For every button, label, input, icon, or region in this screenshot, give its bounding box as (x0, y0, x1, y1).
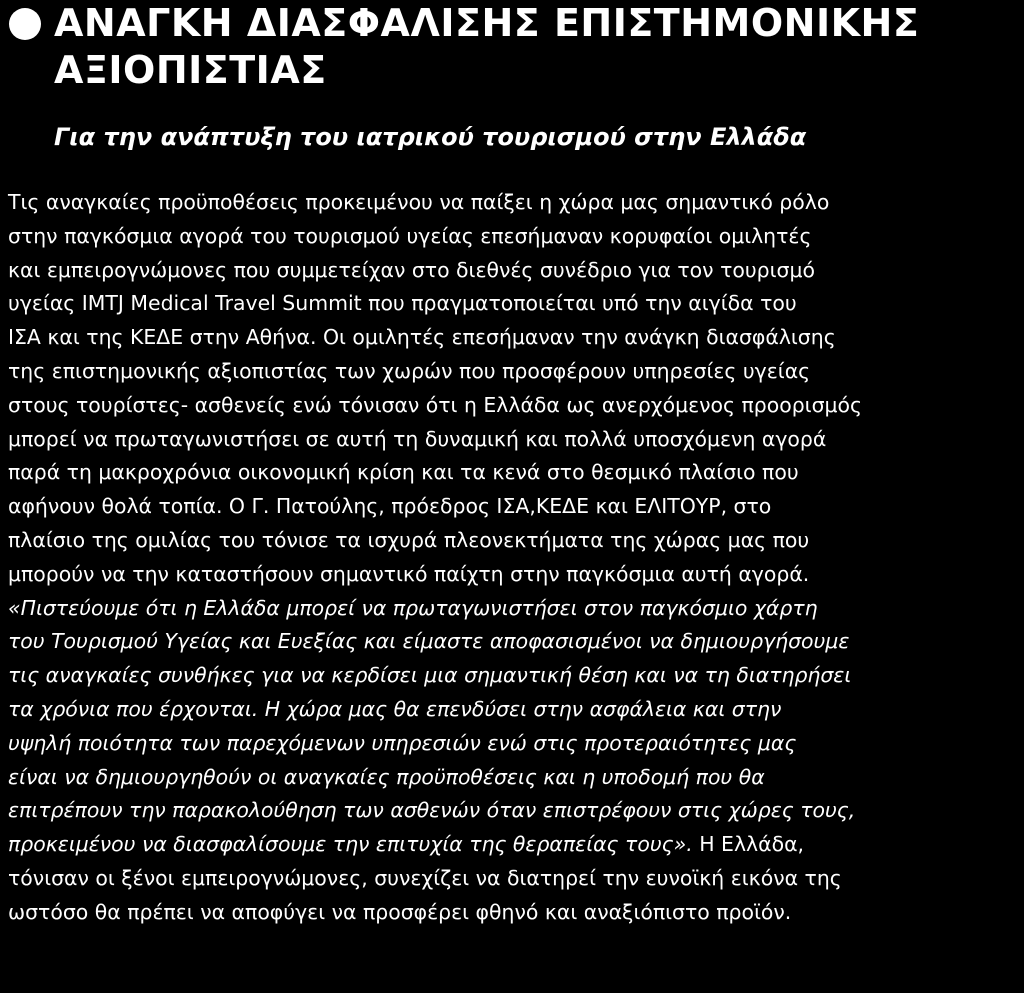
mixed-line (8, 828, 1014, 862)
body-line: Τις αναγκαίες προϋποθέσεις προκειμένου να παίξει η χώρα μας σημαντικό ρόλο (8, 190, 830, 214)
quote-line: είναι να δημιουργηθούν οι αναγκαίες προϋποθέσεις και η υποδομή που θα (8, 764, 765, 789)
body-line: μπορεί να πρωταγωνιστήσει σε αυτή τη δυναμική και πολλά υποσχόμενη αγορά (8, 426, 827, 451)
body-line: ωστόσο θα πρέπει να αποφύγει να προσφέρει φθηνό και αναξιόπιστο προϊόν. (8, 899, 792, 924)
quote-line: «Πιστεύουμε ότι η Ελλάδα μπορεί να πρωταγωνιστήσει στον παγκόσμιο χάρτη (8, 595, 818, 620)
body-line: στους τουρίστες- ασθενείς ενώ τόνισαν ότι η Ελλάδα ως ανερχόμενος προορισμός (8, 392, 862, 417)
quote-line: τις αναγκαίες συνθήκες για να κερδίσει μια σημαντική θέση και να τη διατηρήσει (8, 663, 852, 688)
body-line: στην παγκόσμια αγορά του τουρισμού υγείας επεσήμαναν κορυφαίοι ομιλητές (8, 223, 812, 248)
body-line: παρά τη μακροχρόνια οικονομική κρίση και τα κενά στο θεσμικό πλαίσιο που (8, 460, 799, 485)
body-line: μπορούν να την καταστήσουν σημαντικό παίχτη στην παγκόσμια αυτή αγορά. (8, 561, 810, 586)
body-line: ΙΣΑ και της ΚΕΔΕ στην Αθήνα. Οι ομιλητές επεσήμαναν την ανάγκη διασφάλισης (8, 325, 836, 350)
quote-line: επιτρέπουν την παρακολούθηση των ασθενών όταν επιστρέφουν στις χώρες τους, (8, 798, 856, 823)
quote-line: του Τουρισμού Υγείας και Ευεξίας και είμαστε αποφασισμένοι να δημιουργήσουμε (8, 629, 850, 654)
body-line: υγείας IMTJ Medical Travel Summit που πραγματοποιείται υπό την αιγίδα του (8, 291, 797, 316)
quote-line: υψηλή ποιότητα των παρεχόμενων υπηρεσιών ενώ στις προτεραιότητες μας (8, 730, 797, 755)
body-line: αφήνουν θολά τοπία. Ο Γ. Πατούλης, πρόεδρος ΙΣΑ,ΚΕΔΕ και ΕΛΙΤΟΥΡ, στο (8, 494, 772, 519)
body-continuation: Η Ελλάδα, (692, 832, 805, 857)
body-line: και εμπειρογνώμονες που συμμετείχαν στο διεθνές συνέδριο για τον τουρισμό (8, 257, 815, 282)
article-title (54, 0, 1014, 94)
quote-line: τα χρόνια που έρχονται. Η χώρα μας θα επενδύσει στην ασφάλεια και στην (8, 696, 782, 721)
body-line: της επιστημονικής αξιοπιστίας των χωρών που προσφέρουν υπηρεσίες υγείας (8, 358, 811, 383)
title-line: ΑΞΙΟΠΙΣΤΙΑΣ (54, 48, 327, 92)
body-line: πλαίσιο της ομιλίας του τόνισε τα ισχυρά πλεονεκτήματα της χώρας μας που (8, 527, 810, 552)
article-body (8, 186, 1018, 930)
article-subtitle: Για την ανάπτυξη του ιατρικού τουρισμού στην Ελλάδα (54, 123, 807, 151)
bullet-icon (9, 8, 41, 40)
quote-ending: προκειμένου να διασφαλίσουμε την επιτυχία της θεραπείας τους». (8, 832, 693, 857)
title-line: ΑΝΑΓΚΗ ΔΙΑΣΦΑΛΙΣΗΣ ΕΠΙΣΤΗΜΟΝΙΚΗΣ (54, 1, 920, 45)
body-line: τόνισαν οι ξένοι εμπειρογνώμονες, συνεχίζει να διατηρεί την ευνοϊκή εικόνα της (8, 865, 842, 890)
